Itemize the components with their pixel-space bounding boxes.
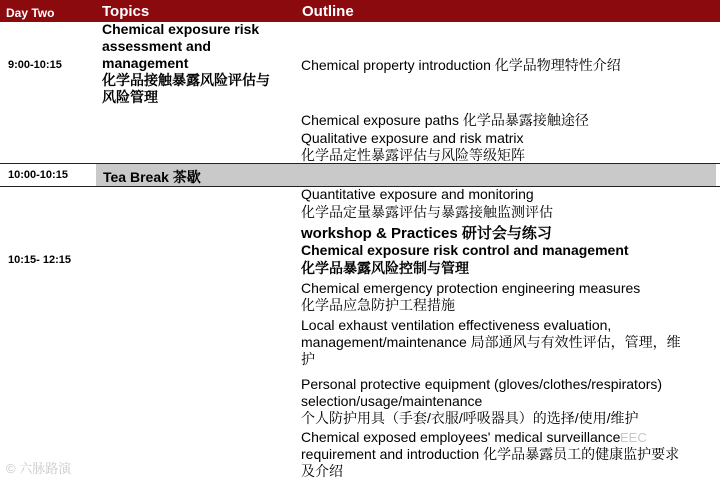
outline-item: Chemical exposed employees' medical surveillance bbox=[301, 429, 621, 445]
time-slot-3: 10:15- 12:15 bbox=[8, 254, 71, 266]
tea-break-label: Tea Break 茶歇 bbox=[103, 169, 201, 185]
topic-risk-assessment bbox=[102, 21, 292, 106]
tea-break-row bbox=[96, 164, 716, 186]
outline-item: Local exhaust ventilation effectiveness evaluation, bbox=[301, 317, 612, 333]
topic-en-line: assessment and bbox=[102, 38, 211, 54]
outline-item: 护 bbox=[301, 351, 315, 367]
topic-en-line: management bbox=[102, 55, 189, 71]
outline-item: Chemical exposure paths 化学品暴露接触途径 bbox=[301, 112, 589, 128]
time-slot-1: 9:00-10:15 bbox=[8, 59, 62, 71]
header-day: Day Two bbox=[6, 6, 55, 20]
topic-en-line: Chemical exposure risk bbox=[102, 21, 260, 37]
outline-item-bold: Chemical exposure risk control and management bbox=[301, 242, 629, 258]
outline-item: 化学品应急防护工程措施 bbox=[301, 297, 455, 313]
outline-item: Chemical property introduction 化学品物理特性介绍 bbox=[301, 57, 621, 73]
header-topics: Topics bbox=[102, 3, 150, 20]
outline-item: requirement and introduction 化学品暴露员工的健康监护要求 bbox=[301, 446, 680, 462]
watermark-right: EEC bbox=[620, 430, 647, 445]
outline-item: Personal protective equipment (gloves/clothes/respirators) bbox=[301, 376, 663, 392]
outline-item: 及介绍 bbox=[301, 463, 343, 479]
outline-item: Quantitative exposure and monitoring bbox=[301, 186, 534, 202]
outline-item: selection/usage/maintenance bbox=[301, 393, 483, 409]
outline-item: 化学品定性暴露评估与风险等级矩阵 bbox=[301, 147, 525, 163]
topic-zh-line: 化学品接触暴露风险评估与 bbox=[102, 72, 270, 88]
table-header bbox=[0, 0, 720, 22]
outline-item: 个人防护用具（手套/衣服/呼吸器具）的选择/使用/维护 bbox=[301, 410, 639, 426]
outline-item: Qualitative exposure and risk matrix bbox=[301, 130, 524, 146]
outline-item-bold: 化学品暴露风险控制与管理 bbox=[301, 260, 469, 276]
outline-item: 化学品定量暴露评估与暴露接触监测评估 bbox=[301, 204, 553, 220]
outline-item: management/maintenance 局部通风与有效性评估，管理，维 bbox=[301, 334, 681, 350]
outline-item: Chemical emergency protection engineering measures bbox=[301, 280, 641, 296]
topic-zh-line: 风险管理 bbox=[102, 89, 158, 105]
time-slot-2: 10:00-10:15 bbox=[8, 169, 68, 181]
watermark-left: © 六脉路演 bbox=[6, 461, 72, 476]
header-outline: Outline bbox=[302, 3, 354, 20]
outline-workshop: workshop & Practices 研讨会与练习 bbox=[301, 225, 552, 242]
